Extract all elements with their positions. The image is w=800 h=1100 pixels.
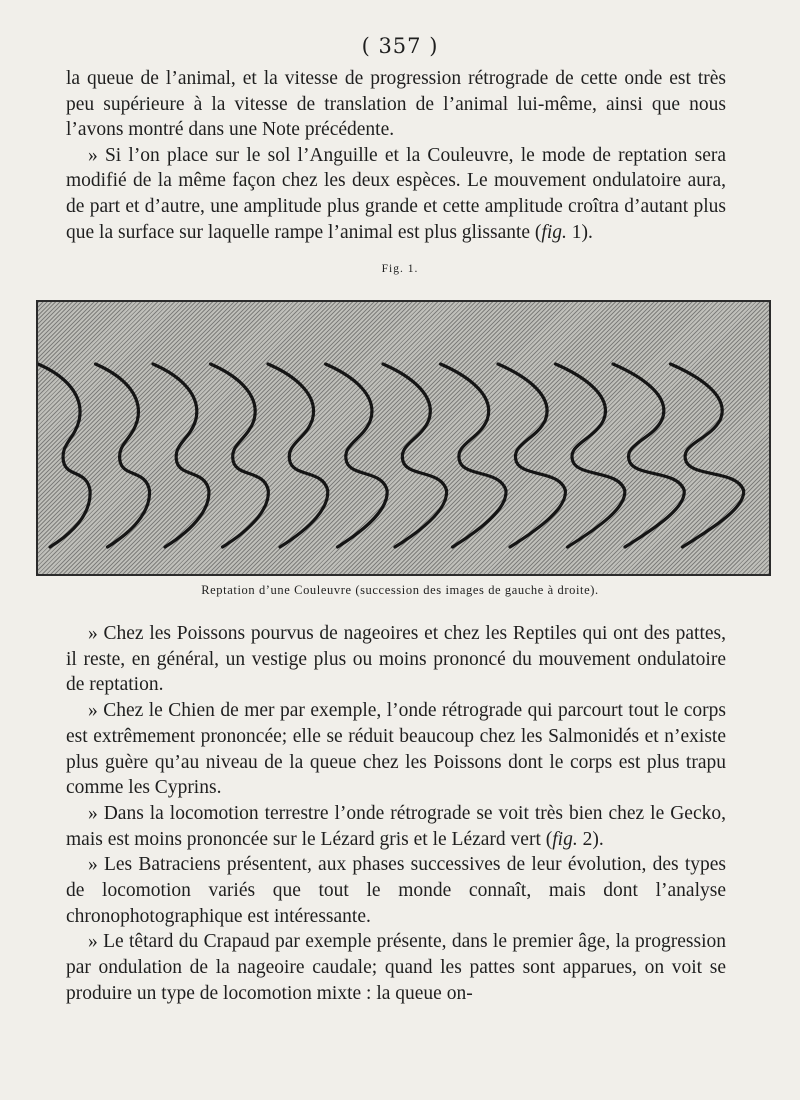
paragraph-text-end: 1). xyxy=(566,221,593,243)
paragraph-tetard: » Le têtard du Crapaud par exemple présente, dans le premier âge, la progression par ondulation de la nageoire caudale; quand les pattes sont apparues, on voit se produire un type de locomotion mixte : la queue on- xyxy=(66,931,726,1004)
snake-frame-7 xyxy=(383,364,447,547)
paragraph-chien-de-mer: » Chez le Chien de mer par exemple, l’onde rétrograde qui parcourt tout le corps est extrêmement prononcée; elle se réduit beaucoup chez les Salmonidés et n’existe plus guère qu’au niveau de la queue chez les Poissons dont le corps est plus trapu comme les Cyprins. xyxy=(66,700,726,799)
snake-frame-1 xyxy=(38,364,90,547)
snake-frame-8 xyxy=(441,364,506,547)
snake-frame-10 xyxy=(556,364,625,547)
snake-frame-2 xyxy=(96,364,150,547)
snake-frame-9 xyxy=(498,364,565,547)
figure-reference: fig. xyxy=(552,828,578,850)
snake-frame-6 xyxy=(326,364,388,547)
paragraph-batraciens: » Les Batraciens présentent, aux phases successives de leur évolution, des types de locomotion variés que tout le monde connaît, mais dont l’analyse chronophotographique est intéressante. xyxy=(66,854,726,927)
snake-frame-11 xyxy=(613,364,684,547)
paragraph-reptation xyxy=(66,143,726,245)
top-text-block xyxy=(66,66,726,245)
snake-frame-5 xyxy=(268,364,328,547)
figure-reptation-snake xyxy=(36,300,771,576)
figure-caption: Reptation d’une Couleuvre (succession des images de gauche à droite). xyxy=(201,583,599,597)
paragraph-poissons: » Chez les Poissons pourvus de nageoires et chez les Reptiles qui ont des pattes, il reste, en général, un vestige plus ou moins prononcé du mouvement ondulatoire de reptation. xyxy=(66,623,726,696)
paragraph-continuation: la queue de l’animal, et la vitesse de progression rétrograde de cette onde est très peu supérieure à la vitesse de translation de l’animal lui-même, ainsi que nous l’avons montré dans une Note précédente. xyxy=(66,68,726,141)
figure-label: Fig. 1. xyxy=(381,263,419,275)
snake-frame-12 xyxy=(671,364,744,547)
paragraph-text: » Dans la locomotion terrestre l’onde rétrograde se voit très bien chez le Gecko, mais est moins prononcée sur le Lézard gris et le Lézard vert ( xyxy=(66,802,726,850)
bottom-text-block xyxy=(66,621,726,1007)
snake-frame-4 xyxy=(211,364,269,547)
snake-frames-illustration xyxy=(38,302,769,574)
paragraph-gecko xyxy=(66,801,726,852)
paragraph-text-end: 2). xyxy=(577,828,604,850)
snake-frame-3 xyxy=(153,364,209,547)
figure-reference: fig. xyxy=(541,221,567,243)
page-number: ( 357 ) xyxy=(361,34,439,58)
paragraph-text: » Si l’on place sur le sol l’Anguille et la Couleuvre, le mode de reptation sera modifié de la même façon chez les deux espèces. Le mouvement ondulatoire aura, de part et d’autre, une amplitude plus grande et cette amplitude croîtra d’autant plus que la surface sur laquelle rampe l’animal est plus glissante ( xyxy=(66,144,726,243)
